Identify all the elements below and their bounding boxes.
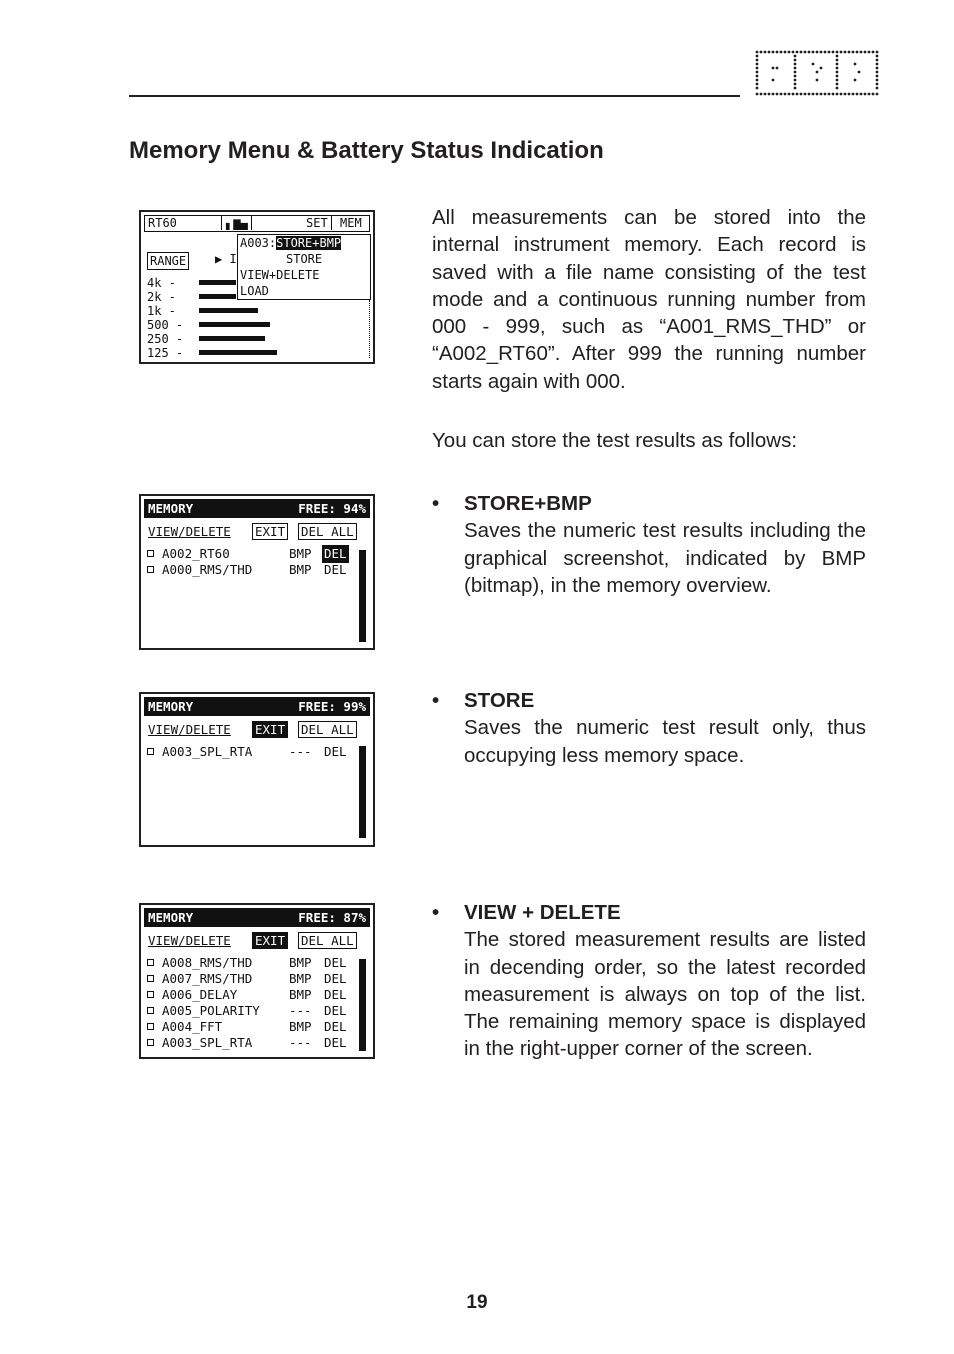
memory-title: MEMORY (148, 501, 194, 516)
freq-label: 2k - (147, 290, 176, 304)
bmp-flag: --- (289, 1035, 312, 1050)
logo-icon (755, 50, 879, 96)
bullet-icon (147, 1007, 154, 1014)
bullet-body: The stored measurement results are listed in decending order, so the latest recorded measurement is always on top of the list. The remaining memory space is displayed in the right-upper corner of the screen. (464, 928, 866, 1061)
exit-button[interactable]: EXIT (252, 721, 288, 738)
list-item[interactable] (147, 744, 347, 760)
menu-item-load[interactable]: LOAD (240, 284, 269, 298)
free-space: FREE: 99% (298, 699, 366, 714)
bullet-icon (147, 959, 154, 966)
delete-button[interactable]: DEL (324, 546, 347, 561)
bullet-body: Saves the numeric test results including the graphical screenshot, indicated by BMP (bitmap), in the memory overview. (464, 519, 866, 597)
freq-label: 500 - (147, 318, 184, 332)
memory-list (147, 546, 347, 578)
memory-screen-view-delete (139, 903, 375, 1059)
memory-header (144, 908, 370, 927)
memory-toolbar (146, 932, 365, 949)
bmp-flag: BMP (289, 987, 312, 1002)
bullet-dot: • (432, 901, 440, 924)
set-label: SET (303, 216, 332, 230)
bmp-flag: BMP (289, 546, 312, 561)
memory-popup-menu (237, 234, 371, 300)
freq-axis (147, 276, 183, 360)
memory-list (147, 955, 347, 1051)
menu-item-store[interactable]: STORE (286, 252, 323, 266)
memory-list (147, 744, 347, 760)
record-name: A003_SPL_RTA (162, 744, 253, 759)
memory-header (144, 697, 370, 716)
memory-header (144, 499, 370, 518)
how-to-paragraph: You can store the test results as follows: (432, 429, 798, 452)
bullet-icon (147, 1023, 154, 1030)
range-button: RANGE (147, 252, 189, 270)
bullet-icon (147, 1039, 154, 1046)
delete-button[interactable]: DEL (324, 1035, 347, 1050)
page-number: 19 (466, 1292, 488, 1313)
bullet-icon (147, 748, 154, 755)
play-indicator: ▶ I (215, 252, 237, 266)
bmp-flag: --- (289, 1003, 312, 1018)
scrollbar[interactable] (359, 550, 366, 642)
intro-paragraph: All measurements can be stored into the internal instrument memory. Each record is saved with a file name consisting of the test mode and a continuous running number from 000 - 999, such as “A001_RMS_THD” or “A002_RT60”. After 999 the running number starts again with 000. (432, 206, 866, 393)
record-name: A005_POLARITY (162, 1003, 260, 1018)
list-item[interactable] (147, 971, 347, 987)
record-name: A002_RT60 (162, 546, 230, 561)
delete-button[interactable]: DEL (324, 562, 347, 577)
menu-item-store-bmp[interactable] (238, 235, 370, 251)
delete-button[interactable]: DEL (324, 1003, 347, 1018)
menu-record: A003: (240, 236, 277, 250)
scrollbar[interactable] (359, 959, 366, 1051)
bullet-icon (147, 991, 154, 998)
delete-button[interactable]: DEL (324, 955, 347, 970)
view-delete-label: VIEW/DELETE (148, 722, 231, 737)
rt60-grid (199, 300, 370, 358)
bars-icon: ▖▆▄ (223, 216, 252, 230)
list-item[interactable] (147, 1003, 347, 1019)
menu-item-label: STORE+BMP (276, 236, 342, 250)
record-name: A006_DELAY (162, 987, 238, 1002)
rt60-bar (199, 294, 236, 299)
memory-toolbar (146, 721, 365, 738)
record-name: A003_SPL_RTA (162, 1035, 253, 1050)
bullet-icon (147, 975, 154, 982)
record-name: A000_RMS/THD (162, 562, 253, 577)
freq-label: 250 - (147, 332, 184, 346)
scrollbar[interactable] (359, 746, 366, 838)
memory-title: MEMORY (148, 910, 194, 925)
bullet-heading: VIEW + DELETE (464, 901, 621, 924)
rt60-screen (139, 210, 375, 364)
delete-button[interactable]: DEL (324, 971, 347, 986)
bullet-dot: • (432, 492, 440, 515)
bmp-flag: BMP (289, 955, 312, 970)
view-delete-label: VIEW/DELETE (148, 524, 231, 539)
bmp-flag: BMP (289, 971, 312, 986)
free-space: FREE: 87% (298, 910, 366, 925)
memory-toolbar (146, 523, 365, 540)
exit-button[interactable]: EXIT (252, 523, 288, 540)
mode-label: RT60 (145, 216, 222, 230)
menu-item-view-delete[interactable]: VIEW+DELETE (240, 268, 320, 282)
record-name: A004_FFT (162, 1019, 223, 1034)
view-delete-label: VIEW/DELETE (148, 933, 231, 948)
freq-label: 125 - (147, 346, 184, 360)
bmp-flag: BMP (289, 562, 312, 577)
memory-title: MEMORY (148, 699, 194, 714)
record-name: A007_RMS/THD (162, 971, 253, 986)
rt60-bar (199, 280, 236, 285)
free-space: FREE: 94% (298, 501, 366, 516)
list-item[interactable] (147, 562, 347, 578)
bullet-heading: STORE+BMP (464, 492, 592, 515)
mem-label: MEM (340, 216, 362, 230)
bullet-icon (147, 550, 154, 557)
delete-button[interactable]: DEL (324, 744, 347, 759)
bullet-store (432, 687, 866, 769)
bmp-flag: BMP (289, 1019, 312, 1034)
list-item[interactable] (147, 1019, 347, 1035)
bmp-flag: --- (289, 744, 312, 759)
bullet-body: Saves the numeric test result only, thus occupying less memory space. (464, 716, 866, 767)
bullet-dot: • (432, 689, 440, 712)
memory-screen-store (139, 692, 375, 847)
delete-button[interactable]: DEL (324, 1019, 347, 1034)
list-item[interactable] (147, 955, 347, 971)
freq-label: 4k - (147, 276, 176, 290)
freq-label: 1k - (147, 304, 176, 318)
bullet-heading: STORE (464, 689, 535, 712)
header-rule (129, 95, 740, 97)
delete-button[interactable]: DEL (324, 987, 347, 1002)
memory-screen-store-bmp (139, 494, 375, 650)
delete-all-button[interactable]: DEL ALL (298, 721, 357, 738)
bullet-view-delete (432, 899, 866, 1063)
rt60-topbar (144, 215, 370, 232)
list-item[interactable] (147, 987, 347, 1003)
list-item[interactable] (147, 1035, 347, 1051)
page-title: Memory Menu & Battery Status Indication (129, 137, 604, 164)
delete-all-button[interactable]: DEL ALL (298, 523, 357, 540)
delete-all-button[interactable]: DEL ALL (298, 932, 357, 949)
list-item[interactable] (147, 546, 347, 562)
bullet-store-bmp (432, 490, 866, 599)
bullet-icon (147, 566, 154, 573)
exit-button[interactable]: EXIT (252, 932, 288, 949)
record-name: A008_RMS/THD (162, 955, 253, 970)
